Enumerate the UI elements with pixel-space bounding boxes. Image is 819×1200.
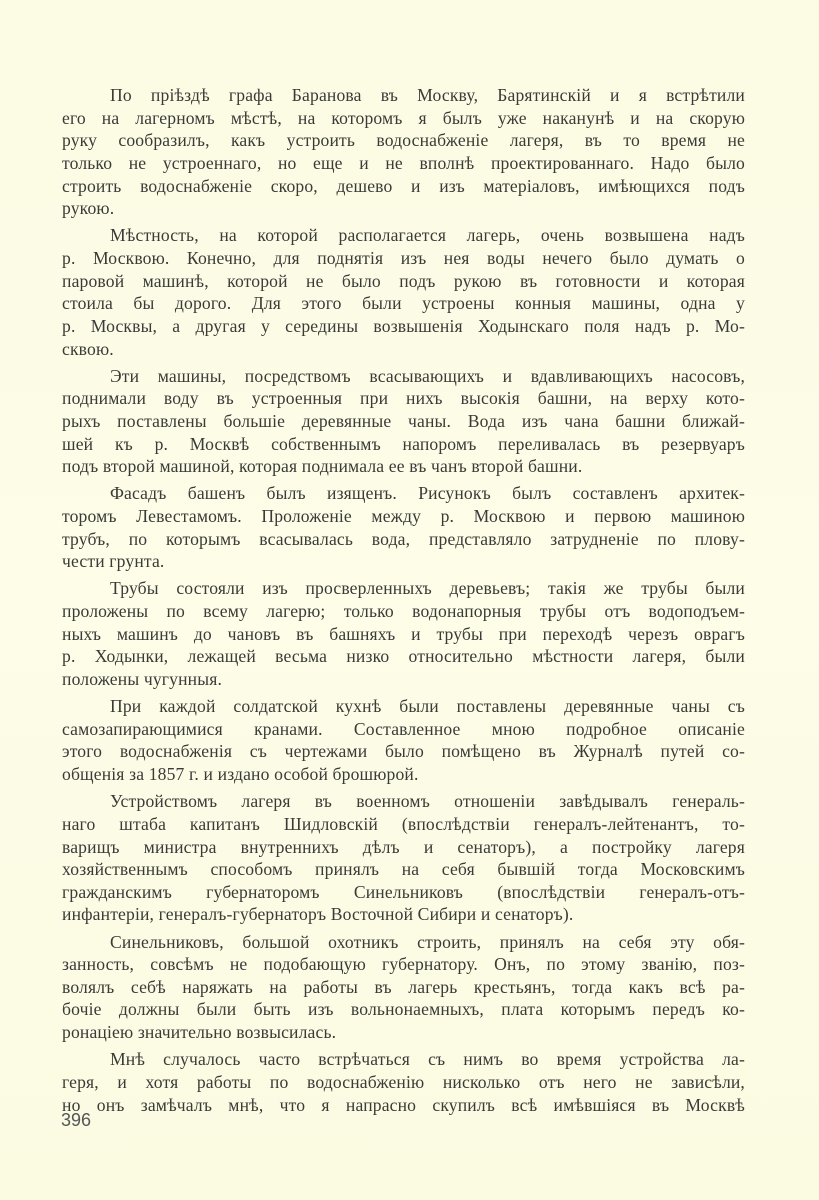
text-line: сквою. [62, 338, 114, 359]
text-line: руку сообразилъ, какъ устроить водоснабженіе лагеря, въ то время не [62, 130, 745, 151]
text-line: волялъ себѣ наряжать на работы въ лагерь крестьянъ, тогда какъ всѣ ра- [62, 976, 745, 997]
text-line: рукою. [62, 198, 115, 219]
text-line: занность, совсѣмъ не подобающую губернатору. Онъ, по этому званію, поз- [62, 954, 745, 975]
text-line: ныхъ машинъ до чановъ въ башняхъ и трубы при переходѣ черезъ оврагъ [62, 623, 745, 644]
text-line: стоила бы дорого. Для этого были устроены конныя машины, одна у [62, 293, 745, 314]
text-line: р. Москвы, а другая у середины возвышенія Ходынскаго поля надъ р. Мо- [62, 315, 745, 336]
text-line: шей къ р. Москвѣ собственнымъ напоромъ переливалась въ резервуаръ [62, 433, 745, 454]
text-line: проложены по всему лагерю; только водонапорныя трубы отъ водоподъем- [62, 601, 745, 622]
text-line: трубъ, по которымъ всасывалась вода, представляло затрудненіе по плову- [62, 528, 745, 549]
text-line: гражданскимъ губернаторомъ Синельниковъ (впослѣдствіи генералъ-отъ- [62, 881, 745, 902]
text-line: наго штаба капитанъ Шидловскій (впослѣдствіи генералъ-лейтенантъ, то- [62, 813, 745, 834]
text-line: рыхъ поставлены большіе деревянные чаны. Вода изъ чана башни ближай- [62, 410, 745, 431]
text-line: торомъ Левестамомъ. Проложеніе между р. Москвою и первою машиною [62, 506, 745, 527]
text-line: но онъ замѣчалъ мнѣ, что я напрасно скупилъ всѣ имѣвшіяся въ Москвѣ [62, 1094, 745, 1115]
text-line: самозапирающимися кранами. Составленное мною подробное описаніе [62, 718, 745, 739]
text-line: варищъ министра внутреннихъ дѣлъ и сенаторъ), а постройку лагеря [62, 836, 745, 857]
paragraph [62, 790, 745, 926]
text-line: При каждой солдатской кухнѣ были поставлены деревянные чаны съ [110, 696, 745, 717]
text-line: строить водоснабженіе скоро, дешево и изъ матеріаловъ, имѣющихся подъ [62, 175, 745, 196]
paragraph [62, 365, 745, 478]
text-line: подъ второй машиной, которая поднимала ее въ чанъ второй башни. [62, 456, 583, 477]
text-line: геря, и хотя работы по водоснабженію нисколько отъ него не зависѣли, [62, 1071, 745, 1092]
text-line: хозяйственнымъ способомъ принялъ на себя бывшій тогда Московскимъ [62, 859, 745, 880]
paragraph [62, 224, 745, 360]
text-line: общенія за 1857 г. и издано особой брошюрой. [62, 764, 419, 785]
text-line: ронаціею значительно возвысилась. [62, 1022, 337, 1043]
text-line: этого водоснабженія съ чертежами было помѣщено въ Журналѣ путей со- [62, 741, 745, 762]
text-line: Мѣстность, на которой располагается лагерь, очень возвышена надъ [110, 225, 745, 246]
text-line: чести грунта. [62, 551, 165, 572]
text-line: только не устроеннаго, но еще и не вполнѣ проектированнаго. Надо было [62, 152, 745, 173]
page-number: 396 [61, 1110, 92, 1130]
text-line: положены чугунныя. [62, 669, 222, 690]
text-line: Фасадъ башенъ былъ изященъ. Рисунокъ былъ составленъ архитек- [110, 483, 745, 504]
paragraph [62, 931, 745, 1044]
text-line: Трубы состояли изъ просверленныхъ деревьевъ; такія же трубы были [110, 578, 745, 599]
paragraph [62, 1048, 745, 1116]
text-line: его на лагерномъ мѣстѣ, на которомъ я былъ уже наканунѣ и на скорую [62, 107, 745, 128]
text-line: Эти машины, посредствомъ всасывающихъ и вдавливающихъ насосовъ, [110, 365, 745, 386]
text-line: инфантеріи, генералъ-губернаторъ Восточной Сибири и сенаторъ). [62, 904, 574, 925]
text-line: паровой машинѣ, которой не было подъ рукою въ готовности и которая [62, 270, 745, 291]
body-text [62, 84, 745, 1121]
text-line: Синельниковъ, большой охотникъ строить, принялъ на себя эту обя- [110, 931, 745, 952]
paragraph [62, 695, 745, 786]
text-line: Мнѣ случалось часто встрѣчаться съ нимъ во время устройства ла- [110, 1049, 745, 1070]
text-line: Устройствомъ лагеря въ военномъ отношеніи завѣдывалъ генераль- [110, 791, 745, 812]
text-line: По пріѣздѣ графа Баранова въ Москву, Барятинскій и я встрѣтили [110, 85, 745, 105]
paragraph [62, 577, 745, 690]
text-line: р. Москвою. Конечно, для поднятія изъ нея воды нечего было думать о [62, 247, 745, 268]
text-line: поднимали воду въ устроенныя при нихъ высокія башни, на верху кото- [62, 388, 745, 409]
text-line: бочіе должны были быть изъ вольнонаемныхъ, плата которымъ передъ ко- [62, 999, 745, 1020]
paragraph [62, 482, 745, 573]
paragraph [62, 84, 745, 220]
text-line: р. Ходынки, лежащей весьма низко относительно мѣстности лагеря, были [62, 646, 745, 667]
